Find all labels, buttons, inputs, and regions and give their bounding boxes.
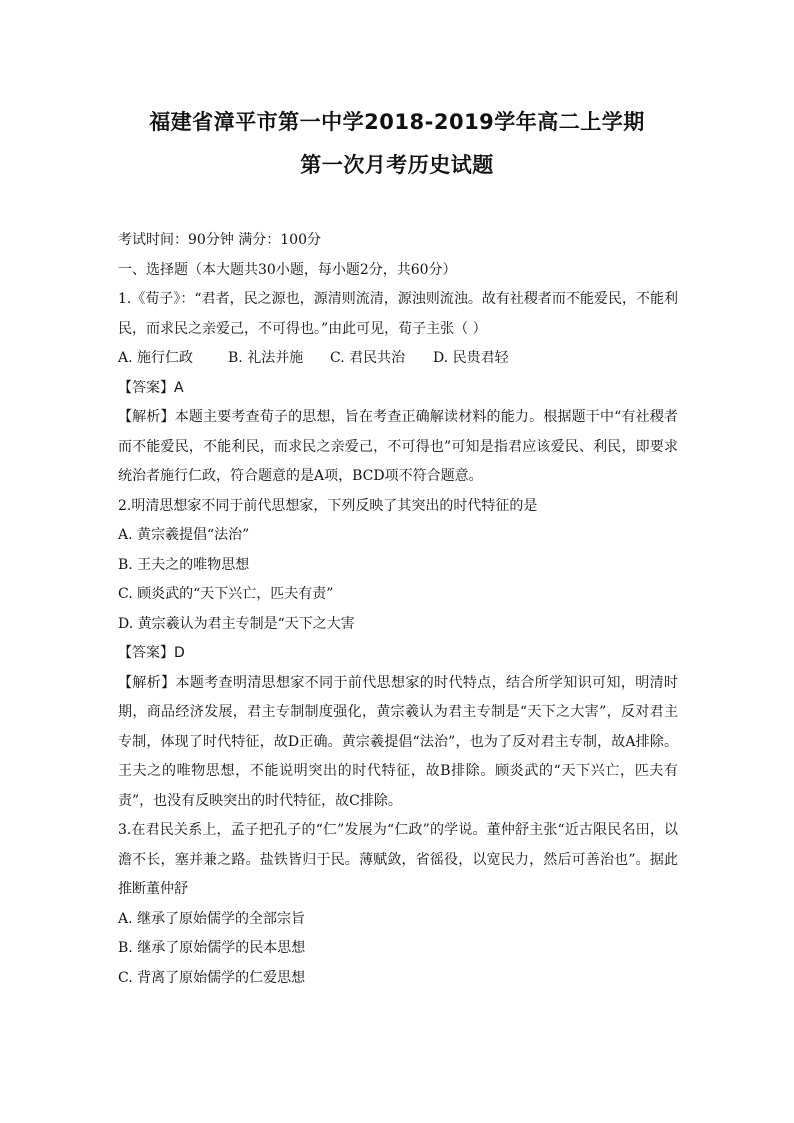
question-3-option-b: B. 继承了原始儒学的民本思想: [118, 940, 306, 956]
question-1-option-c: C. 君民共治: [330, 350, 406, 366]
question-2-option-c: C. 顾炎武的“天下兴亡，匹夫有责”: [118, 586, 334, 602]
question-1-options: [118, 344, 678, 374]
document-title-line1: 福建省漳平市第一中学2018-2019学年高二上学期: [149, 110, 645, 134]
question-3-option-a: A. 继承了原始儒学的全部宗旨: [118, 910, 306, 927]
question-1-option-d: D. 民贵君轻: [433, 350, 509, 366]
question-2-answer: 【答案】D: [118, 645, 185, 661]
exam-info: 考试时间：90分钟 满分：100分: [118, 232, 321, 248]
question-1-analysis: 【解析】本题主要考查荀子的思想，旨在考查正确解读材料的能力。根据题干中“有社稷者而不能爱民，不能利民，而求民之亲爱己，不可得也”可知是指君应该爱民、利民，即要求统治者施行仁政，符合题意的是A项，BCD项不符合题意。: [118, 409, 678, 484]
question-1-stem: 1.《荀子》：“君者，民之源也，源清则流清，源浊则流浊。故有社稷者而不能爱民，不能利民，而求民之亲爱己，不可得也。”由此可见，荀子主张（ ）: [118, 291, 678, 337]
question-2-option-b: B. 王夫之的唯物思想: [118, 556, 250, 573]
question-1-answer: 【答案】A: [118, 379, 184, 396]
question-2-analysis: 【解析】本题考查明清思想家不同于前代思想家的时代特点，结合所学知识可知，明清时期，商品经济发展，君主专制制度强化，黄宗羲认为君主专制是“天下之大害”，反对君主专制，体现了时代特征，故D正确。黄宗羲提倡“法治”，也为了反对君主专制，故A排除。王夫之的唯物思想，不能说明突出的时代特征，故B排除。顾炎武的“天下兴亡，匹夫有责”，也没有反映突出的时代特征，故C排除。: [118, 674, 678, 809]
document-title-line2: 第一次月考历史试题: [300, 153, 494, 177]
question-2-option-d: D. 黄宗羲认为君主专制是“天下之大害: [118, 615, 355, 632]
document-body: [118, 226, 678, 993]
question-2-option-a: A. 黄宗羲提倡“法治”: [118, 527, 250, 543]
section-heading: 一、选择题（本大题共30小题，每小题2分，共60分）: [118, 261, 457, 278]
question-2-stem: 2.明清思想家不同于前代思想家，下列反映了其突出的时代特征的是: [118, 497, 538, 514]
question-3-option-c: C. 背离了原始儒学的仁爱思想: [118, 969, 306, 986]
question-1-option-a: A. 施行仁政: [118, 350, 194, 366]
question-3-stem: 3.在君民关系上，孟子把孔子的“仁”发展为“仁政”的学说。董仲舒主张“近古限民名田，以澹不长，塞并兼之路。盐铁皆归于民。薄赋敛，省徭役，以宽民力，然后可善治也”。据此推断董仲舒: [118, 822, 678, 897]
question-1-option-b: B. 礼法并施: [228, 350, 304, 366]
